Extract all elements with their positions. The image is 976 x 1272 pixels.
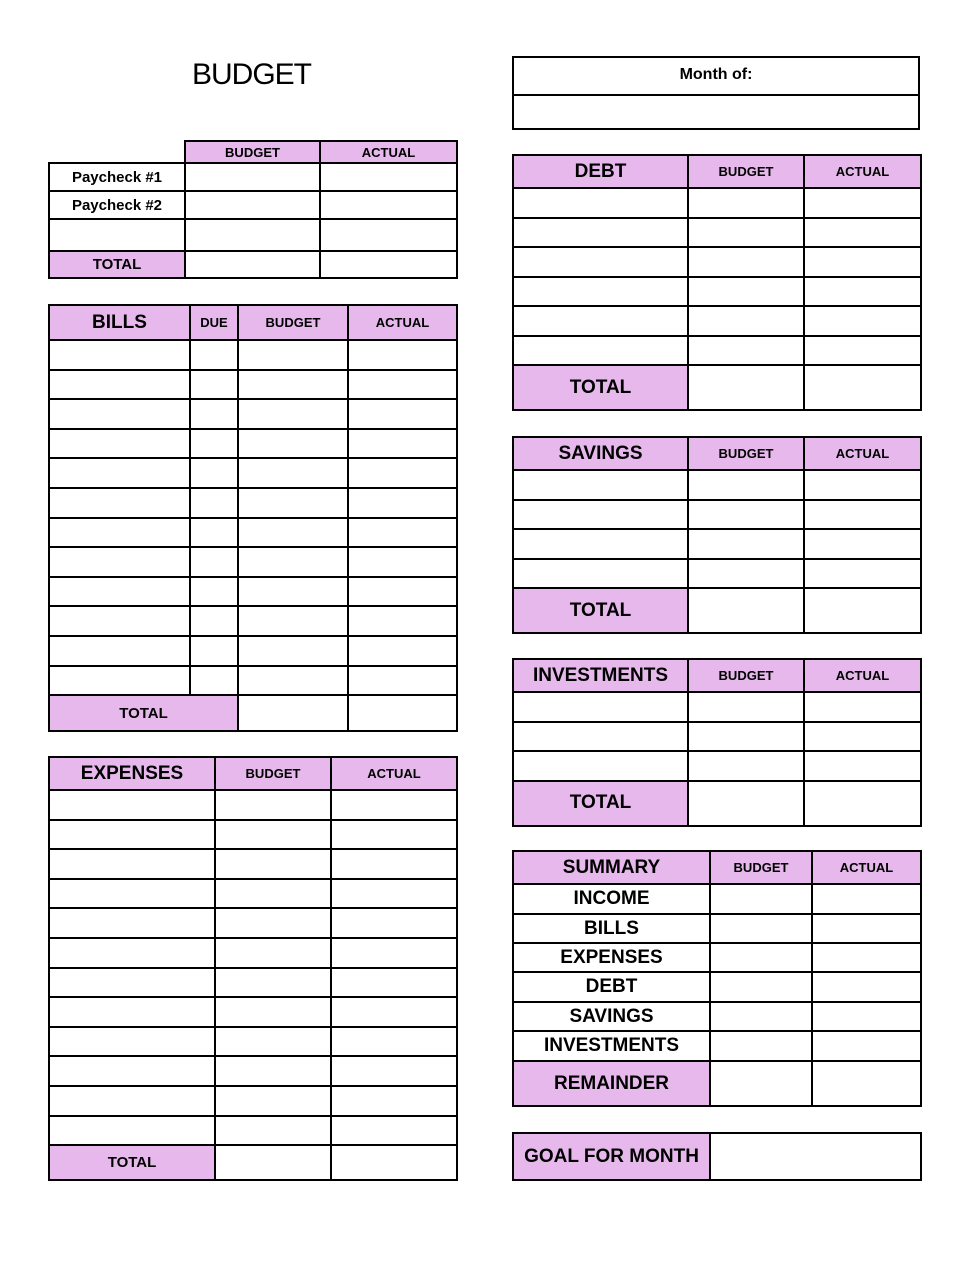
summary-row-label: INVESTMENTS: [513, 1031, 710, 1061]
investments-cell[interactable]: [513, 751, 688, 781]
savings-cell[interactable]: [688, 500, 804, 530]
bills-row: [49, 458, 457, 488]
bills-row: [49, 577, 457, 607]
bills-row: [49, 606, 457, 636]
debt-cell[interactable]: [804, 277, 921, 307]
income-cell[interactable]: [320, 191, 457, 219]
expenses-cell[interactable]: [215, 1086, 331, 1116]
income-col-actual: ACTUAL: [320, 141, 457, 163]
income-cell[interactable]: [320, 219, 457, 251]
bills-col-budget: BUDGET: [238, 305, 348, 340]
expenses-cell[interactable]: [49, 790, 215, 820]
investments-cell[interactable]: [513, 722, 688, 752]
debt-col-budget: BUDGET: [688, 155, 804, 188]
income-cell[interactable]: [185, 219, 320, 251]
bills-cell[interactable]: [238, 488, 348, 518]
bills-table: [48, 304, 458, 732]
bills-row: [49, 488, 457, 518]
expenses-total-actual[interactable]: [331, 1145, 457, 1180]
bills-cell[interactable]: [348, 399, 457, 429]
investments-table: [512, 658, 922, 827]
debt-cell[interactable]: [688, 336, 804, 366]
expenses-cell[interactable]: [215, 849, 331, 879]
debt-cell[interactable]: [513, 247, 688, 277]
expenses-cell[interactable]: [49, 1027, 215, 1057]
bills-cell[interactable]: [238, 370, 348, 400]
bills-cell[interactable]: [49, 370, 190, 400]
summary-cell[interactable]: [710, 972, 812, 1002]
bills-cell[interactable]: [49, 429, 190, 459]
debt-header: DEBT: [513, 155, 688, 188]
debt-cell[interactable]: [804, 336, 921, 366]
savings-table: [512, 436, 922, 634]
page-title: BUDGET: [192, 58, 312, 91]
month-of-box: [512, 56, 920, 130]
savings-row: [513, 559, 921, 589]
expenses-cell[interactable]: [331, 820, 457, 850]
debt-row: [513, 336, 921, 366]
debt-cell[interactable]: [513, 306, 688, 336]
expenses-cell[interactable]: [331, 968, 457, 998]
expenses-cell[interactable]: [331, 1027, 457, 1057]
savings-row: [513, 470, 921, 500]
bills-row: [49, 636, 457, 666]
summary-cell[interactable]: [710, 884, 812, 914]
expenses-cell[interactable]: [215, 1056, 331, 1086]
summary-remainder-actual[interactable]: [812, 1061, 921, 1106]
bills-cell[interactable]: [49, 399, 190, 429]
bills-cell[interactable]: [348, 518, 457, 548]
savings-row: [513, 500, 921, 530]
bills-row: [49, 399, 457, 429]
summary-col-actual: ACTUAL: [812, 851, 921, 884]
income-cell[interactable]: [49, 219, 185, 251]
expenses-cell[interactable]: [331, 1086, 457, 1116]
summary-cell[interactable]: [812, 943, 921, 972]
expenses-total-budget[interactable]: [215, 1145, 331, 1180]
investments-cell[interactable]: [804, 751, 921, 781]
expenses-cell[interactable]: [49, 908, 215, 938]
summary-header: SUMMARY: [513, 851, 710, 884]
expenses-cell[interactable]: [49, 820, 215, 850]
bills-row: [49, 340, 457, 370]
bills-cell[interactable]: [190, 518, 238, 548]
investments-total-budget[interactable]: [688, 781, 804, 826]
summary-cell[interactable]: [710, 1031, 812, 1061]
expenses-cell[interactable]: [49, 1116, 215, 1146]
bills-cell[interactable]: [348, 488, 457, 518]
bills-cell[interactable]: [190, 340, 238, 370]
expenses-row: [49, 790, 457, 820]
income-total-label: TOTAL: [49, 251, 185, 278]
expenses-row: [49, 1116, 457, 1146]
savings-cell[interactable]: [688, 470, 804, 500]
debt-total-actual[interactable]: [804, 365, 921, 410]
expenses-cell[interactable]: [49, 1056, 215, 1086]
bills-cell[interactable]: [49, 547, 190, 577]
expenses-total-label: TOTAL: [49, 1145, 215, 1180]
expenses-cell[interactable]: [215, 1116, 331, 1146]
investments-cell[interactable]: [688, 751, 804, 781]
bills-cell[interactable]: [49, 606, 190, 636]
expenses-cell[interactable]: [215, 938, 331, 968]
debt-cell[interactable]: [688, 188, 804, 218]
bills-cell[interactable]: [190, 666, 238, 696]
month-of-input[interactable]: [514, 94, 918, 128]
goal-input[interactable]: [710, 1133, 921, 1180]
bills-cell[interactable]: [348, 666, 457, 696]
expenses-cell[interactable]: [215, 997, 331, 1027]
bills-cell[interactable]: [348, 547, 457, 577]
expenses-cell[interactable]: [49, 997, 215, 1027]
bills-col-actual: ACTUAL: [348, 305, 457, 340]
expenses-cell[interactable]: [215, 1027, 331, 1057]
investments-col-actual: ACTUAL: [804, 659, 921, 692]
savings-cell[interactable]: [513, 500, 688, 530]
bills-cell[interactable]: [190, 458, 238, 488]
savings-cell[interactable]: [804, 559, 921, 589]
investments-total-actual[interactable]: [804, 781, 921, 826]
expenses-cell[interactable]: [331, 938, 457, 968]
bills-row: [49, 370, 457, 400]
debt-row: [513, 306, 921, 336]
bills-cell[interactable]: [348, 340, 457, 370]
expenses-row: [49, 938, 457, 968]
summary-cell[interactable]: [812, 1002, 921, 1031]
bills-cell[interactable]: [190, 606, 238, 636]
bills-cell[interactable]: [49, 488, 190, 518]
investments-cell[interactable]: [804, 692, 921, 722]
summary-cell[interactable]: [710, 1002, 812, 1031]
bills-cell[interactable]: [190, 636, 238, 666]
debt-cell[interactable]: [688, 306, 804, 336]
summary-cell[interactable]: [812, 1031, 921, 1061]
savings-cell[interactable]: [804, 529, 921, 559]
bills-header: BILLS: [49, 305, 190, 340]
summary-col-budget: BUDGET: [710, 851, 812, 884]
summary-row-label: DEBT: [513, 972, 710, 1002]
debt-cell[interactable]: [688, 218, 804, 248]
debt-table: [512, 154, 922, 411]
investments-cell[interactable]: [804, 722, 921, 752]
expenses-cell[interactable]: [331, 849, 457, 879]
summary-remainder-budget[interactable]: [710, 1061, 812, 1106]
summary-remainder-label: REMAINDER: [513, 1061, 710, 1106]
bills-cell[interactable]: [190, 370, 238, 400]
investments-row: [513, 751, 921, 781]
savings-cell[interactable]: [804, 500, 921, 530]
bills-row: [49, 429, 457, 459]
paycheck-1-label: Paycheck #1: [49, 163, 185, 191]
debt-cell[interactable]: [804, 188, 921, 218]
summary-row-label: BILLS: [513, 914, 710, 943]
savings-cell[interactable]: [688, 559, 804, 589]
summary-cell[interactable]: [812, 884, 921, 914]
expenses-header: EXPENSES: [49, 757, 215, 790]
income-total-budget[interactable]: [185, 251, 320, 278]
debt-total-label: TOTAL: [513, 365, 688, 410]
expenses-cell[interactable]: [331, 1116, 457, 1146]
bills-cell[interactable]: [49, 518, 190, 548]
savings-header: SAVINGS: [513, 437, 688, 470]
savings-col-actual: ACTUAL: [804, 437, 921, 470]
bills-cell[interactable]: [348, 577, 457, 607]
bills-cell[interactable]: [348, 458, 457, 488]
expenses-cell[interactable]: [49, 849, 215, 879]
investments-cell[interactable]: [688, 692, 804, 722]
expenses-cell[interactable]: [331, 790, 457, 820]
expenses-row: [49, 908, 457, 938]
expenses-cell[interactable]: [215, 790, 331, 820]
bills-row: [49, 518, 457, 548]
expenses-col-budget: BUDGET: [215, 757, 331, 790]
savings-cell[interactable]: [513, 470, 688, 500]
bills-cell[interactable]: [238, 340, 348, 370]
expenses-cell[interactable]: [331, 1056, 457, 1086]
expenses-row: [49, 849, 457, 879]
expenses-cell[interactable]: [215, 879, 331, 909]
savings-total-budget[interactable]: [688, 588, 804, 633]
expenses-cell[interactable]: [331, 908, 457, 938]
expenses-cell[interactable]: [49, 879, 215, 909]
savings-col-budget: BUDGET: [688, 437, 804, 470]
investments-cell[interactable]: [513, 692, 688, 722]
debt-cell[interactable]: [804, 306, 921, 336]
bills-cell[interactable]: [49, 458, 190, 488]
expenses-table: [48, 756, 458, 1181]
summary-row-label: EXPENSES: [513, 943, 710, 972]
bills-total-budget[interactable]: [238, 695, 348, 731]
savings-total-label: TOTAL: [513, 588, 688, 633]
savings-cell[interactable]: [513, 559, 688, 589]
bills-cell[interactable]: [49, 577, 190, 607]
bills-cell[interactable]: [49, 340, 190, 370]
investments-header: INVESTMENTS: [513, 659, 688, 692]
bills-cell[interactable]: [49, 666, 190, 696]
debt-cell[interactable]: [804, 247, 921, 277]
savings-cell[interactable]: [513, 529, 688, 559]
expenses-row: [49, 1086, 457, 1116]
bills-cell[interactable]: [238, 606, 348, 636]
expenses-col-actual: ACTUAL: [331, 757, 457, 790]
expenses-cell[interactable]: [49, 968, 215, 998]
debt-col-actual: ACTUAL: [804, 155, 921, 188]
bills-cell[interactable]: [49, 636, 190, 666]
debt-row: [513, 188, 921, 218]
income-total-actual[interactable]: [320, 251, 457, 278]
income-col-budget: BUDGET: [185, 141, 320, 163]
bills-cell[interactable]: [238, 399, 348, 429]
bills-cell[interactable]: [238, 458, 348, 488]
savings-total-actual[interactable]: [804, 588, 921, 633]
expenses-row: [49, 1056, 457, 1086]
debt-cell[interactable]: [513, 336, 688, 366]
bills-col-due: DUE: [190, 305, 238, 340]
expenses-row: [49, 879, 457, 909]
bills-total-actual[interactable]: [348, 695, 457, 731]
month-of-label: Month of:: [514, 58, 918, 96]
expenses-cell[interactable]: [215, 908, 331, 938]
income-cell[interactable]: [185, 163, 320, 191]
expenses-row: [49, 820, 457, 850]
bills-row: [49, 666, 457, 696]
bills-cell[interactable]: [348, 606, 457, 636]
expenses-cell[interactable]: [215, 820, 331, 850]
debt-cell[interactable]: [804, 218, 921, 248]
summary-row-label: INCOME: [513, 884, 710, 914]
debt-cell[interactable]: [513, 218, 688, 248]
expenses-cell[interactable]: [215, 968, 331, 998]
bills-row: [49, 547, 457, 577]
debt-cell[interactable]: [688, 277, 804, 307]
investments-row: [513, 692, 921, 722]
expenses-cell[interactable]: [331, 997, 457, 1027]
investments-col-budget: BUDGET: [688, 659, 804, 692]
bills-cell[interactable]: [190, 488, 238, 518]
bills-cell[interactable]: [238, 577, 348, 607]
summary-cell[interactable]: [710, 914, 812, 943]
paycheck-2-label: Paycheck #2: [49, 191, 185, 219]
expenses-cell[interactable]: [49, 938, 215, 968]
bills-cell[interactable]: [238, 666, 348, 696]
bills-cell[interactable]: [348, 429, 457, 459]
summary-cell[interactable]: [812, 972, 921, 1002]
savings-cell[interactable]: [688, 529, 804, 559]
goal-label: GOAL FOR MONTH: [513, 1133, 710, 1180]
debt-total-budget[interactable]: [688, 365, 804, 410]
summary-table: [512, 850, 922, 1107]
investments-cell[interactable]: [688, 722, 804, 752]
bills-cell[interactable]: [348, 636, 457, 666]
expenses-row: [49, 1027, 457, 1057]
expenses-cell[interactable]: [331, 879, 457, 909]
debt-row: [513, 277, 921, 307]
bills-cell[interactable]: [190, 399, 238, 429]
expenses-row: [49, 997, 457, 1027]
savings-row: [513, 529, 921, 559]
bills-cell[interactable]: [238, 429, 348, 459]
goal-table: [512, 1132, 922, 1181]
investments-total-label: TOTAL: [513, 781, 688, 826]
bills-cell[interactable]: [238, 636, 348, 666]
summary-row-label: SAVINGS: [513, 1002, 710, 1031]
bills-cell[interactable]: [190, 429, 238, 459]
bills-cell[interactable]: [238, 547, 348, 577]
summary-cell[interactable]: [710, 943, 812, 972]
bills-cell[interactable]: [190, 547, 238, 577]
bills-cell[interactable]: [348, 370, 457, 400]
expenses-cell[interactable]: [49, 1086, 215, 1116]
bills-total-label: TOTAL: [49, 695, 238, 731]
debt-cell[interactable]: [513, 188, 688, 218]
expenses-row: [49, 968, 457, 998]
investments-row: [513, 722, 921, 752]
income-table: [48, 140, 458, 279]
summary-cell[interactable]: [812, 914, 921, 943]
bills-cell[interactable]: [190, 577, 238, 607]
income-cell[interactable]: [185, 191, 320, 219]
debt-row: [513, 247, 921, 277]
income-cell[interactable]: [320, 163, 457, 191]
debt-cell[interactable]: [513, 277, 688, 307]
bills-cell[interactable]: [238, 518, 348, 548]
savings-cell[interactable]: [804, 470, 921, 500]
debt-cell[interactable]: [688, 247, 804, 277]
debt-row: [513, 218, 921, 248]
